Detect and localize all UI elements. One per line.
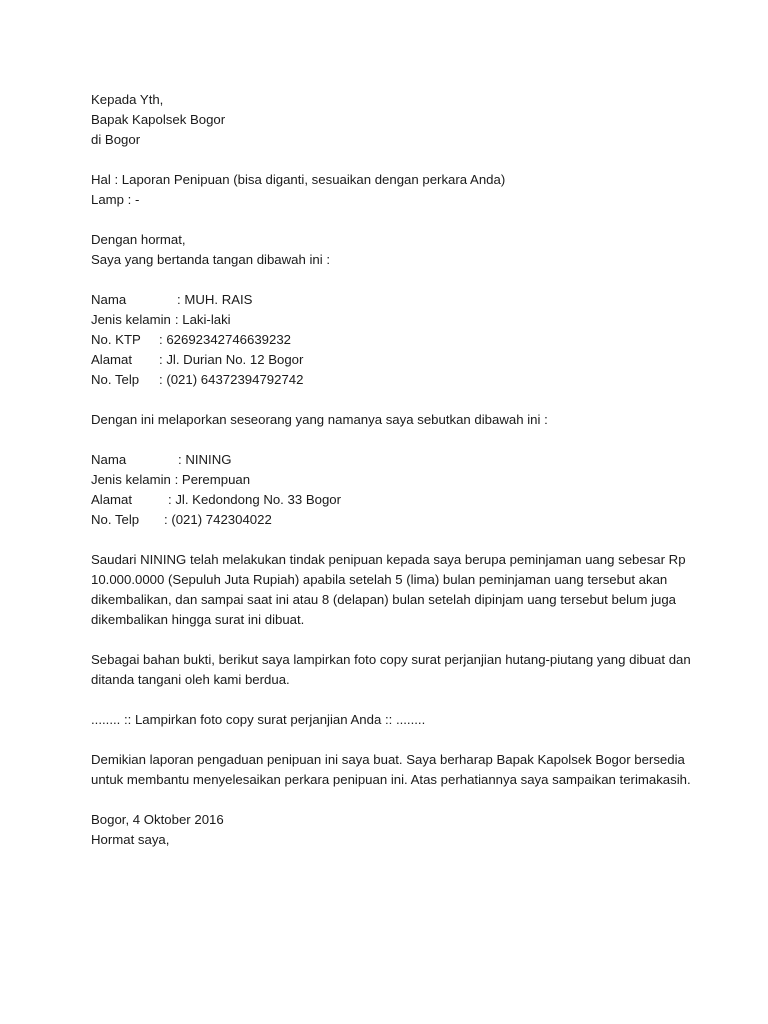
reporter-row-ktp — [91, 330, 701, 350]
reporter-details — [91, 290, 701, 390]
field-value: : 62692342746639232 — [159, 332, 292, 347]
body-paragraph-incident: Saudari NINING telah melakukan tindak penipuan kepada saya berupa peminjaman uang sebesar Rp 10.000.0000 (Sepuluh Juta Rupiah) apabila setelah 5 (lima) bulan peminjaman uang tersebut akan dikembalikan, dan sampai saat ini atau 8 (delapan) bulan setelah dipinjam uang tersebut belum juga dikembalikan hingga surat ini dibuat. — [91, 552, 686, 627]
field-label: No. Telp — [91, 512, 140, 527]
reporter-row-address — [91, 350, 701, 370]
reporter-row-name — [91, 290, 701, 310]
subject-block — [91, 170, 701, 210]
field-value: : (021) 64372394792742 — [159, 372, 304, 387]
field-label: No. KTP — [91, 332, 141, 347]
reporter-row-phone — [91, 370, 701, 390]
reported-row-name — [91, 450, 701, 470]
reporter-row-gender — [91, 310, 701, 330]
field-value: : MUH. RAIS — [177, 292, 253, 307]
field-label: Alamat — [91, 352, 133, 367]
recipient-line-3: di Bogor — [91, 132, 141, 147]
closing-block — [91, 810, 701, 850]
recipient-line-1: Kepada Yth, — [91, 92, 164, 107]
recipient-block — [91, 90, 701, 150]
reported-row-address — [91, 490, 701, 510]
attachment-line: Lamp : - — [91, 192, 140, 207]
field-label: Alamat — [91, 492, 133, 507]
field-label: No. Telp — [91, 372, 140, 387]
sign-off: Hormat saya, — [91, 832, 170, 847]
recipient-line-2: Bapak Kapolsek Bogor — [91, 112, 226, 127]
opening-block — [91, 230, 701, 270]
place-date: Bogor, 4 Oktober 2016 — [91, 812, 224, 827]
body-paragraph-evidence: Sebagai bahan bukti, berikut saya lampirkan foto copy surat perjanjian hutang-piutang yang dibuat dan ditanda tangani oleh kami berdua. — [91, 652, 691, 687]
reported-row-phone — [91, 510, 701, 530]
field-label: Jenis kelamin — [91, 472, 171, 487]
field-value: : Laki-laki — [174, 312, 231, 327]
body-paragraph-closing: Demikian laporan pengaduan penipuan ini saya buat. Saya berharap Bapak Kapolsek Bogor bersedia untuk membantu menyelesaikan perkara penipuan ini. Atas perhatiannya saya sampaikan terimakasih. — [91, 752, 691, 787]
report-intro: Dengan ini melaporkan seseorang yang namanya saya sebutkan dibawah ini : — [91, 412, 548, 427]
field-value: : Perempuan — [170, 472, 251, 487]
field-label: Nama — [91, 452, 127, 467]
subject-line: Hal : Laporan Penipuan (bisa diganti, sesuaikan dengan perkara Anda) — [91, 172, 506, 187]
attachment-placeholder: ........ :: Lampirkan foto copy surat perjanjian Anda :: ........ — [91, 712, 426, 727]
field-value: : Jl. Kedondong No. 33 Bogor — [168, 492, 342, 507]
reported-row-gender — [91, 470, 701, 490]
greeting: Dengan hormat, — [91, 232, 186, 247]
reporter-intro: Saya yang bertanda tangan dibawah ini : — [91, 252, 331, 267]
field-label: Jenis kelamin — [91, 312, 171, 327]
reported-details — [91, 450, 701, 530]
field-value: : (021) 742304022 — [164, 512, 272, 527]
letter-document — [91, 90, 701, 850]
field-value: : Jl. Durian No. 12 Bogor — [159, 352, 304, 367]
field-label: Nama — [91, 292, 127, 307]
field-value: : NINING — [178, 452, 232, 467]
